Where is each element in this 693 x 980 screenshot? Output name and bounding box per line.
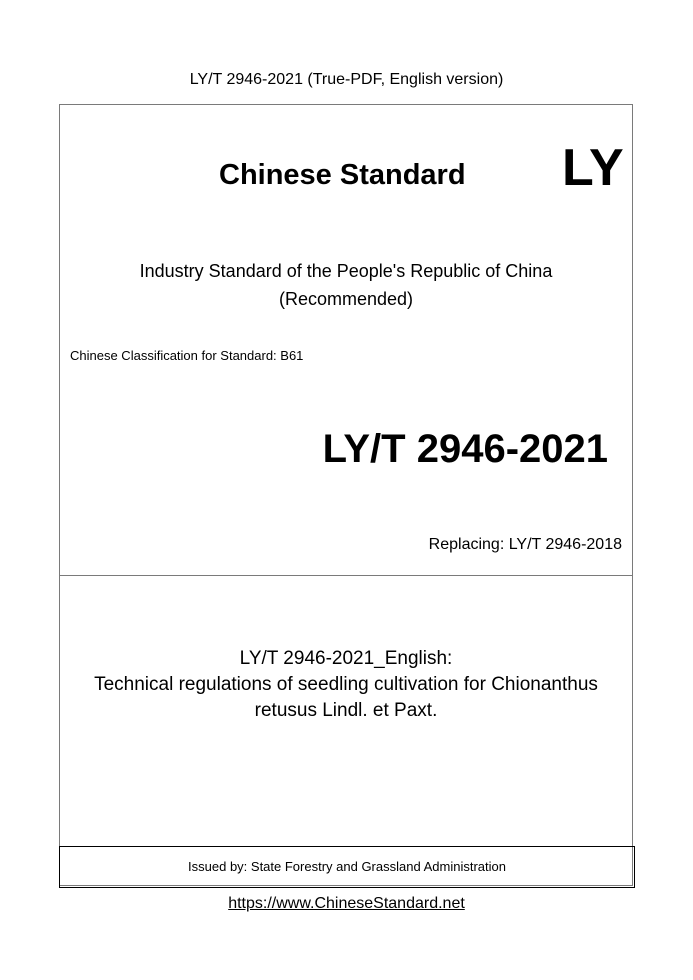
title-line-3: retusus Lindl. et Paxt.	[254, 700, 438, 721]
issued-by-box: Issued by: State Forestry and Grassland Administration	[59, 846, 635, 888]
document-header: LY/T 2946-2021 (True-PDF, English version)	[189, 71, 504, 88]
recommended-line: (Recommended)	[278, 289, 414, 309]
classification-text: Chinese Classification for Standard: B61	[70, 348, 304, 363]
standard-mark: LY	[562, 139, 624, 197]
replacing-text: Replacing: LY/T 2946-2018	[428, 536, 622, 553]
cover-heading: Chinese Standard	[219, 159, 466, 191]
cover-frame	[59, 104, 633, 886]
standard-number: LY/T 2946-2021	[322, 427, 608, 471]
website-link[interactable]: https://www.ChineseStandard.net	[228, 895, 465, 912]
document-title	[60, 646, 632, 724]
title-line-1: LY/T 2946-2021_English:	[239, 648, 453, 669]
industry-standard-line: Industry Standard of the People's Republic of China	[139, 261, 553, 281]
footer	[0, 894, 693, 914]
cover-top-section	[60, 105, 632, 576]
title-line-2: Technical regulations of seedling cultivation for Chionanthus	[94, 674, 598, 695]
